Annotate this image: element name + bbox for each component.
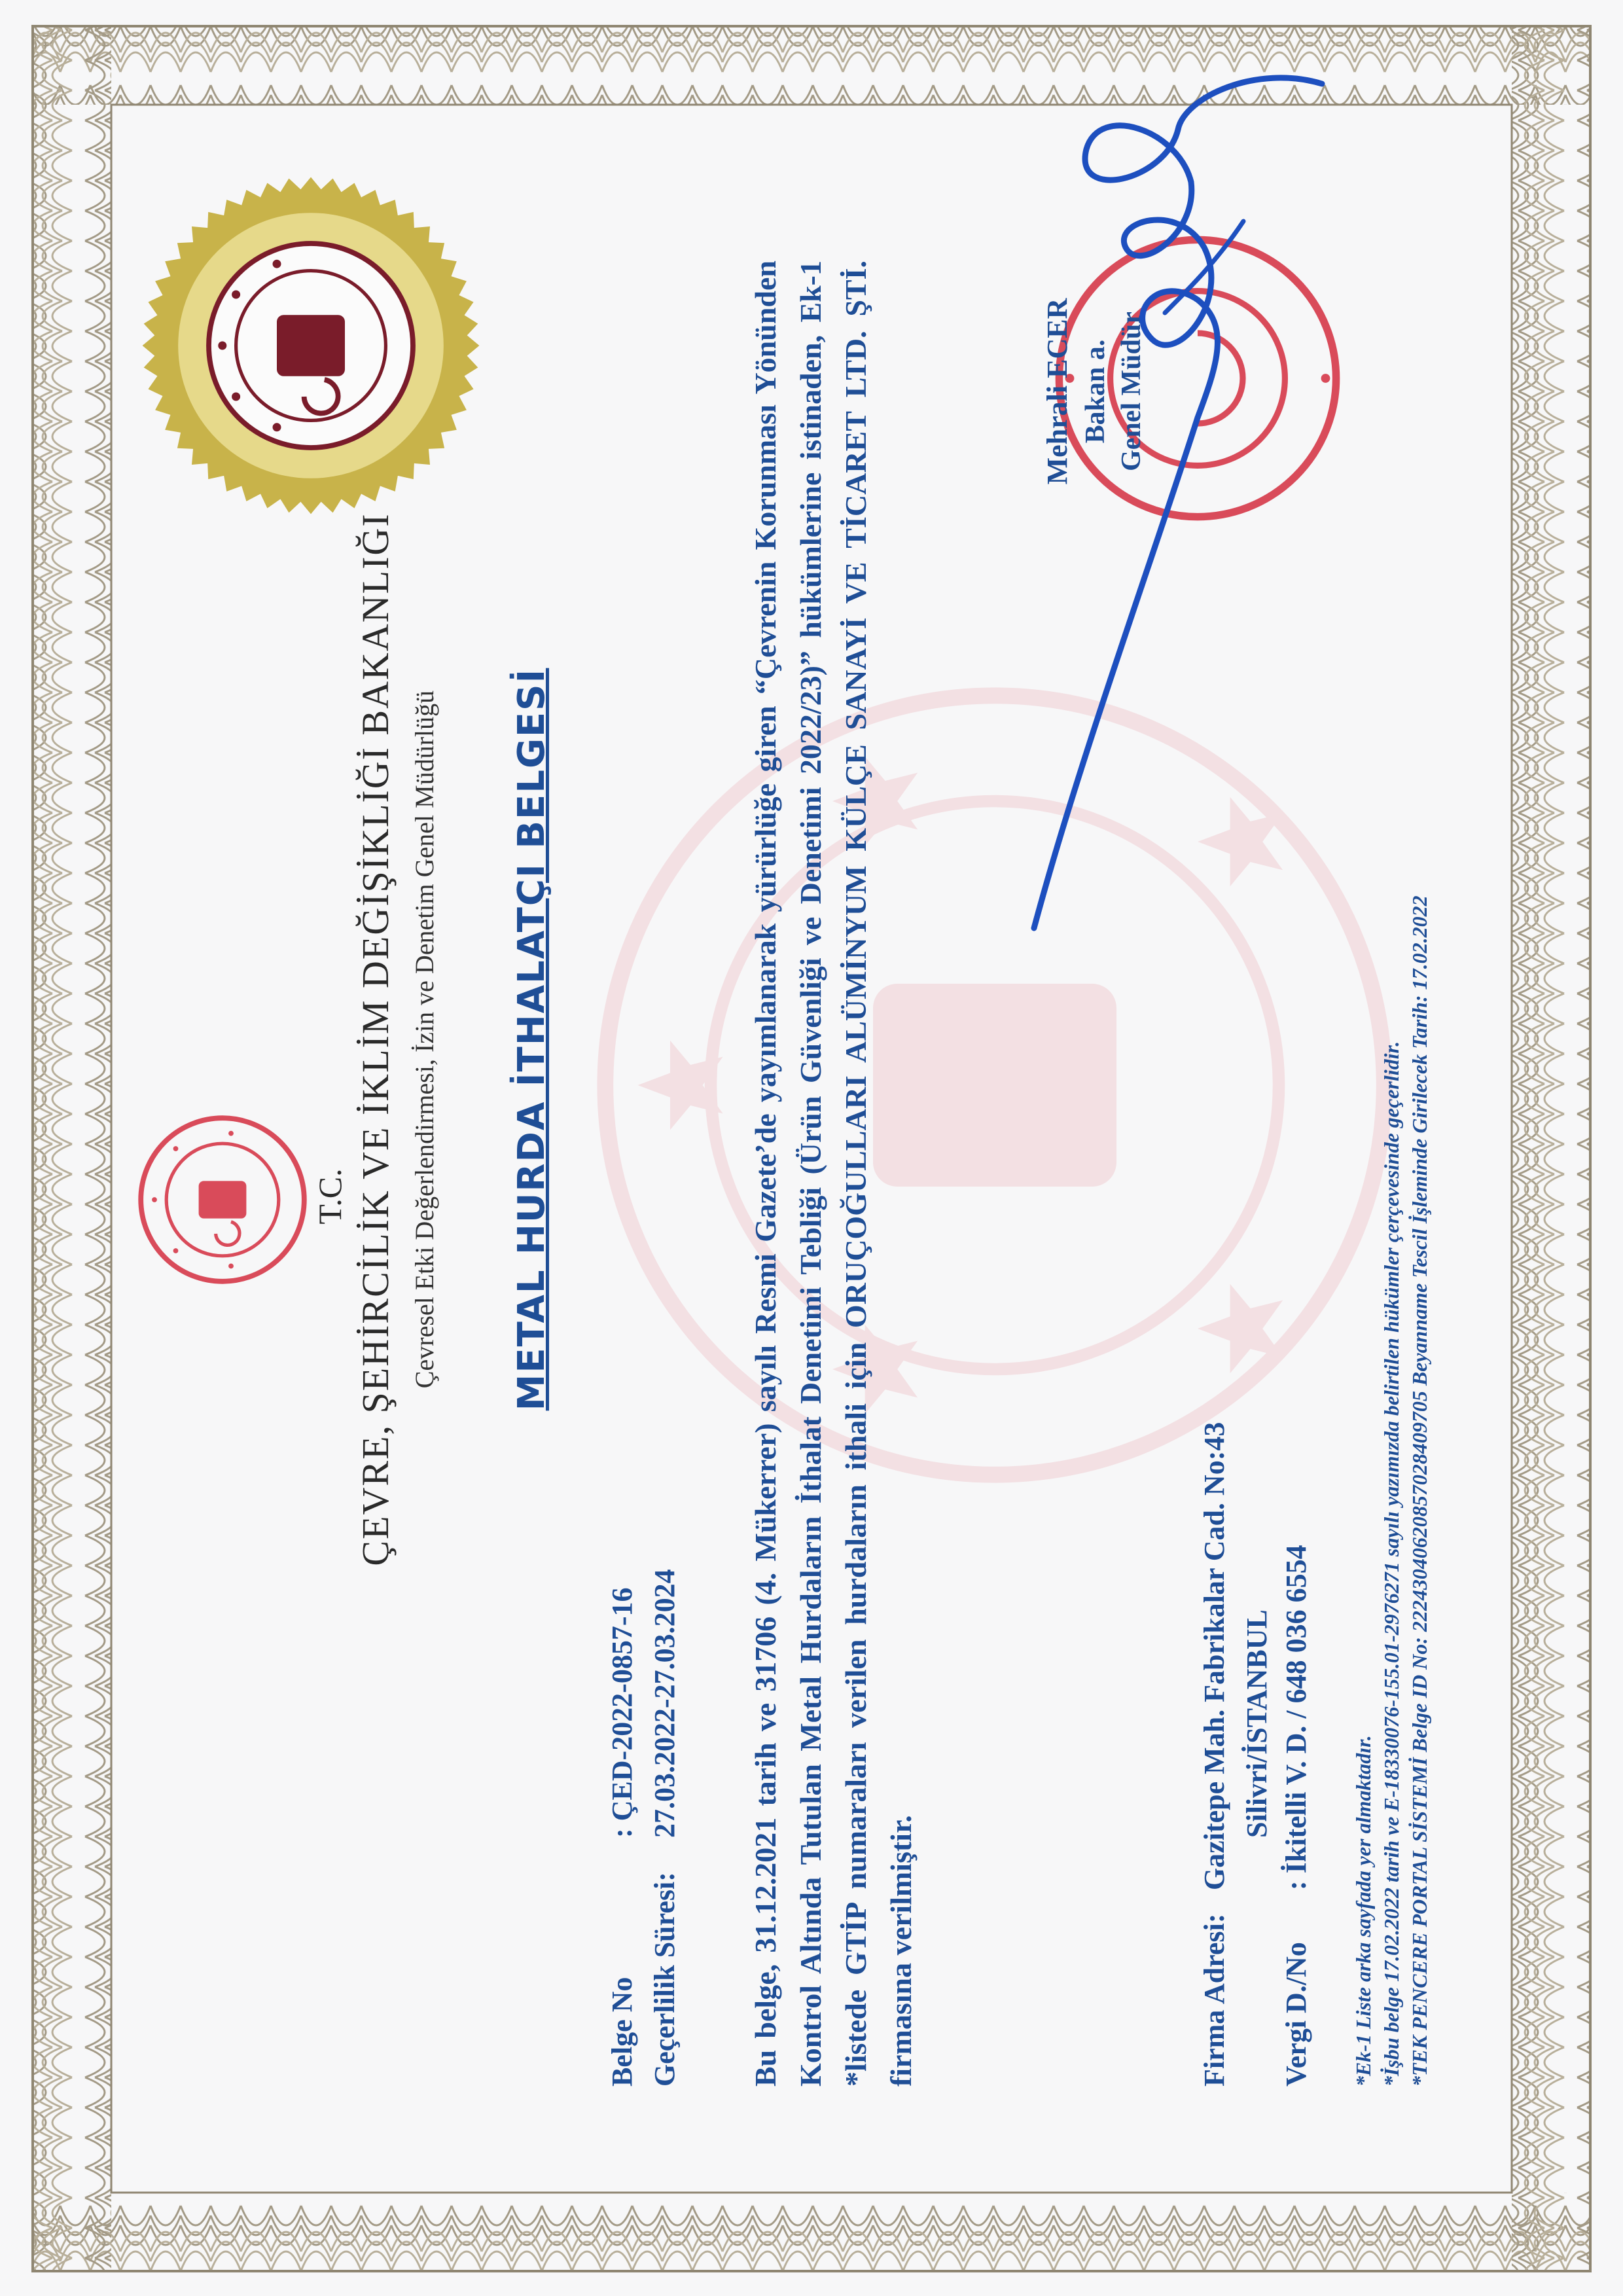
ministry-name: ÇEVRE, ŞEHİRCİLİK VE İKLİM DEĞİŞİKLİĞİ BAKANLIĞI <box>354 512 397 1566</box>
belge-no-label: Belge No <box>606 1977 638 2087</box>
certificate-body <box>743 260 923 2087</box>
validity-label: Geçerlilik Süresi: <box>649 1872 681 2087</box>
firm-name: ORUÇOĞULLARI ALÜMİNYUM KÜLÇE SANAYİ VE TİCARET LTD. ŞTİ. <box>839 260 872 1329</box>
tax-value: : İkitelli V. D. / 648 036 6554 <box>1280 1545 1312 1890</box>
handwritten-signature <box>982 38 1374 954</box>
address-label: Firma Adresi: <box>1198 1913 1230 2087</box>
footnote-3: *TEK PENCERE PORTAL SİSTEMİ Belge ID No: 22243040620857028409705 Beyanname Tescil İşleminde Girilecek Tarih: 17.02.2022 <box>1408 895 1431 2087</box>
tax-label: Vergi D./No <box>1280 1942 1312 2087</box>
tc-heading: T.C. <box>312 1168 348 1225</box>
footnote-1: *Ek-1 Liste arka sayfada yer almaktadır. <box>1351 1735 1375 2087</box>
body-text: Bu belge, 31.12.2021 tarih ve 31706 (4. Mükerrer) sayılı Resmi Gazete’de yayımlanarak yürürlüğe giren “Çevrenin Korunması Yönünden Kontrol Altında Tutulan Metal Hurdaların İthalat Denetimi Tebliği (Ürün Güvenliği ve Denetimi 2022/23)” hükümlerine istinaden, Ek-1 *listede GTİP numaraları verilen hurdaların ithali için <box>749 260 872 2087</box>
address-line1: Gazitepe Mah. Fabrikalar Cad. No:43 <box>1198 1422 1230 1890</box>
red-ministry-seal-icon <box>137 1115 308 1285</box>
address-line2: Silivri/İSTANBUL <box>1241 1609 1273 1838</box>
certificate-title: METAL HURDA İTHALATÇI BELGESİ <box>510 668 553 1411</box>
validity-value: 27.03.2022-27.03.2024 <box>649 1569 681 1838</box>
signatory-role-on-behalf: Bakan a. <box>1080 339 1111 444</box>
belge-no-value: : ÇED-2022-0857-16 <box>606 1587 638 1838</box>
footnote-2: *İşbu belge 17.02.2022 tarih ve E-18330076-155.01-2976271 sayılı yazımızda belirtilen hükümler çerçevesinde geçerlidir. <box>1380 1041 1403 2087</box>
signatory-name: Mehrali ECER <box>1041 298 1073 485</box>
body-closing: firmasına verilmiştir. <box>884 1815 918 2087</box>
directorate-name: Çevresel Etki Değerlendirmesi, İzin ve Denetim Genel Müdürlüğü <box>410 690 439 1389</box>
signatory-role-title: Genel Müdür <box>1116 312 1147 471</box>
